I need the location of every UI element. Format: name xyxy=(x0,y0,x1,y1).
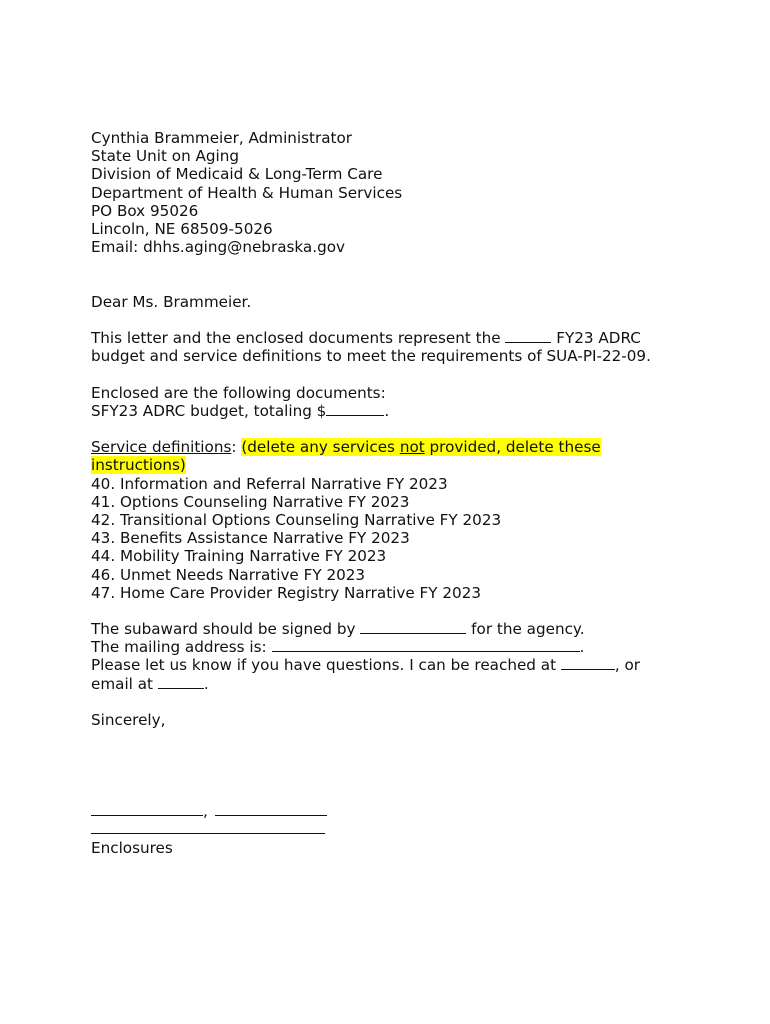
signer-text-a: The subaward should be signed by xyxy=(91,620,361,639)
enclosed-documents xyxy=(91,384,731,420)
service-definitions-colon: : xyxy=(231,438,242,457)
instruction-text-b: provided, delete these xyxy=(424,438,601,457)
intro-paragraph xyxy=(91,329,731,365)
subaward-signer-line xyxy=(91,620,731,638)
signer-text-b: for the agency. xyxy=(466,620,585,639)
service-item: 46. Unmet Needs Narrative FY 2023 xyxy=(91,565,366,584)
spacer xyxy=(91,693,731,711)
email-line xyxy=(91,675,731,693)
recipient-city-state-zip: Lincoln, NE 68509-5026 xyxy=(91,219,273,238)
email-blank[interactable] xyxy=(158,675,204,689)
recipient-division: Division of Medicaid & Long-Term Care xyxy=(91,165,383,184)
questions-line xyxy=(91,656,731,674)
spacer xyxy=(91,420,731,438)
questions-text-a: Please let us know if you have questions. I can be reached at xyxy=(91,656,561,675)
recipient-po-box: PO Box 95026 xyxy=(91,201,199,220)
phone-blank[interactable] xyxy=(561,656,615,670)
mailing-period: . xyxy=(579,638,585,657)
letter-document xyxy=(91,129,731,857)
service-definitions-line-1 xyxy=(91,438,731,456)
service-item: 47. Home Care Provider Registry Narrative FY 2023 xyxy=(91,583,482,602)
budget-text: SFY23 ADRC budget, totaling $ xyxy=(91,401,327,420)
questions-text-b: , or xyxy=(614,656,641,675)
signature-comma: , xyxy=(203,802,208,821)
service-item: 44. Mobility Training Narrative FY 2023 xyxy=(91,547,387,566)
agency-blank-line[interactable] xyxy=(91,820,325,834)
service-item: 42. Transitional Options Counseling Narrative FY 2023 xyxy=(91,510,502,529)
spacer xyxy=(91,256,731,292)
budget-period: . xyxy=(384,401,390,420)
instruction-not: not xyxy=(399,438,425,457)
signature-name-title-line xyxy=(91,802,731,820)
signature-agency-line xyxy=(91,820,731,838)
instruction-highlight xyxy=(241,438,600,456)
enclosures-label: Enclosures xyxy=(91,838,173,857)
recipient-email: Email: dhhs.aging@nebraska.gov xyxy=(91,238,345,257)
enclosed-heading: Enclosed are the following documents: xyxy=(91,383,386,402)
signer-title-blank-line[interactable] xyxy=(215,802,327,816)
signer-name-blank-line[interactable] xyxy=(91,802,203,816)
signer-name-blank[interactable] xyxy=(360,620,466,634)
service-item: 43. Benefits Assistance Narrative FY 2023 xyxy=(91,529,410,548)
intro-line-2: budget and service definitions to meet the requirements of SUA-PI-22-09. xyxy=(91,347,651,366)
service-definitions-section xyxy=(91,438,731,602)
closing: Sincerely, xyxy=(91,711,166,730)
spacer xyxy=(91,365,731,383)
mailing-address-blank[interactable] xyxy=(272,638,580,652)
intro-text-b: FY23 ADRC xyxy=(551,329,641,348)
recipient-address-block xyxy=(91,129,731,256)
mailing-text-a: The mailing address is: xyxy=(91,638,272,657)
recipient-name-title: Cynthia Brammeier, Administrator xyxy=(91,129,353,147)
budget-line xyxy=(91,402,731,420)
agency-name-blank[interactable] xyxy=(505,329,551,343)
intro-text-a: This letter and the enclosed documents represent the xyxy=(91,329,506,348)
salutation: Dear Ms. Brammeier. xyxy=(91,292,252,311)
email-text-a: email at xyxy=(91,674,158,693)
instruction-text-a: (delete any services xyxy=(241,438,400,457)
email-period: . xyxy=(203,674,209,693)
spacer xyxy=(91,311,731,329)
service-item: 40. Information and Referral Narrative FY 2023 xyxy=(91,474,448,493)
budget-amount-blank[interactable] xyxy=(326,402,384,416)
service-definitions-label: Service definitions xyxy=(91,438,232,457)
recipient-unit: State Unit on Aging xyxy=(91,147,240,166)
subaward-paragraph xyxy=(91,620,731,693)
intro-line-1 xyxy=(91,329,731,347)
recipient-department: Department of Health & Human Services xyxy=(91,183,403,202)
signature-block xyxy=(91,802,731,838)
mailing-address-line xyxy=(91,638,731,656)
service-definitions-line-2 xyxy=(91,456,731,474)
service-item: 41. Options Counseling Narrative FY 2023 xyxy=(91,492,410,511)
spacer xyxy=(91,602,731,620)
signature-space xyxy=(91,729,731,802)
instruction-text-c: instructions) xyxy=(91,456,186,475)
